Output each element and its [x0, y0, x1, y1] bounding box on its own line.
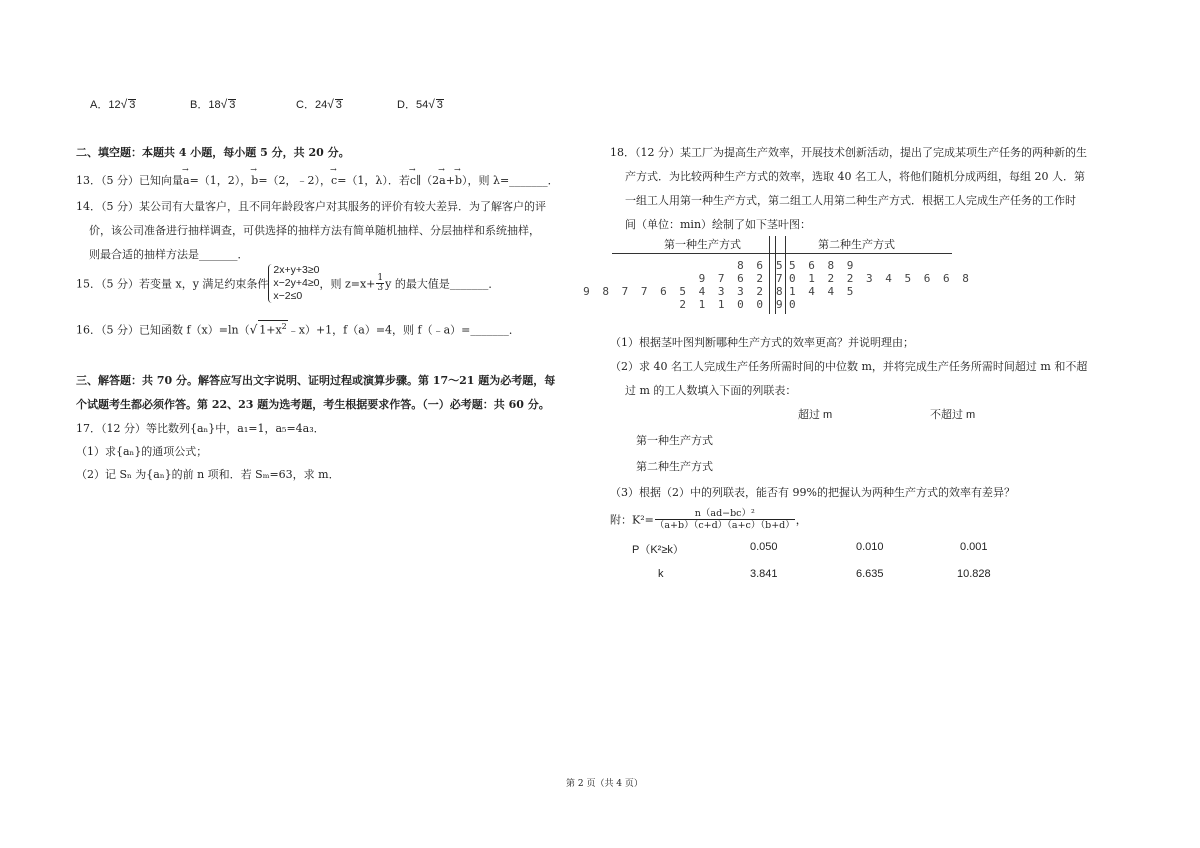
stem-divider-left — [769, 236, 770, 314]
right-header: 第二种生产方式 — [818, 238, 895, 251]
stem-row3: 8 — [776, 285, 786, 298]
sqrt-icon: √ — [428, 97, 435, 111]
formula-fraction — [655, 508, 795, 531]
choice-coef: 24 — [314, 99, 328, 111]
ptable-cell: 0.050 — [750, 541, 778, 553]
ptable-cell: 10.828 — [957, 568, 991, 580]
contingency-row2: 第二种生产方式 — [636, 460, 713, 473]
contingency-col1: 超过 m — [798, 409, 833, 421]
question-18-line1: 18．（12 分）某工厂为提高生产效率，开展技术创新活动，提出了完成某项生产任务的两种新的生 — [610, 146, 1087, 159]
choice-a — [90, 96, 136, 112]
ptable-cell: 0.001 — [960, 541, 988, 553]
question-15 — [76, 264, 499, 303]
choice-b — [190, 96, 236, 112]
stem-row4: 9 — [776, 298, 786, 311]
choice-letter: C． — [296, 99, 315, 111]
radicand — [258, 320, 288, 336]
page-footer: 第 2 页（共 4 页） — [566, 779, 643, 789]
question-14-line2: 价，该公司准备进行抽样调查，可供选择的抽样方法有简单随机抽样、分层抽样和系统抽样， — [89, 224, 540, 237]
leaf-right-row4: 0 — [789, 298, 799, 311]
denominator: 3 — [377, 283, 384, 293]
leaf-right-row2: 0 1 2 2 3 4 5 6 6 8 — [789, 272, 972, 285]
choice-d — [397, 96, 444, 112]
choice-c — [296, 96, 343, 112]
choice-coef: 12 — [108, 99, 121, 111]
vector-c: → c — [331, 174, 337, 187]
q13-text: 13．（5 分）已知向量 — [76, 174, 183, 187]
q16-text: 16．（5 分）已知函数 f（x）=ln（ — [76, 323, 250, 337]
constraint-2: x−2y+4≥0 — [273, 277, 320, 289]
section3-line1: 三、解答题：共 70 分。解答应写出文字说明、证明过程或演算步骤。第 17～21 题为必考题，每 — [76, 374, 556, 387]
section2-heading: 二、填空题：本题共 4 小题，每小题 5 分，共 20 分。 — [76, 146, 350, 159]
formula-denominator: （a+b）（c+d）（a+c）（b+d） — [654, 520, 795, 531]
question-18-part2b: 过 m 的工人数填入下面的列联表： — [625, 384, 797, 397]
contingency-row1: 第一种生产方式 — [636, 434, 713, 447]
choice-letter: A． — [90, 99, 109, 111]
sqrt-icon: √ — [120, 97, 128, 111]
q13-text: ），则 λ=_______． — [462, 174, 559, 187]
leaf-left-row2: 9 7 6 2 — [698, 272, 766, 285]
ptable-row1-label: P（K²≥k） — [632, 544, 684, 556]
vector-a: → a — [439, 174, 446, 187]
radicand: 3 — [335, 99, 342, 111]
q16-text: ﹣x）+1，f（a）=4，则 f（﹣a）=_______． — [287, 323, 520, 337]
leaf-left-row4: 2 1 1 0 0 — [679, 298, 766, 311]
sqrt-icon: √ — [220, 97, 228, 111]
leaf-left-row3: 9 8 7 7 6 5 4 3 3 2 — [583, 285, 766, 298]
q13-text: =（2，﹣2）， — [258, 174, 332, 187]
leaf-left-row1: 8 6 — [737, 259, 766, 272]
ptable-row2-label: k — [658, 568, 664, 580]
sqrt-icon: √ — [249, 322, 258, 337]
radicand: 3 — [129, 99, 136, 111]
q13-text: ∥（2 — [416, 174, 440, 187]
question-13 — [76, 172, 559, 188]
radicand: 3 — [436, 99, 443, 111]
question-18-line2: 产方式．为比较两种生产方式的效率，选取 40 名工人，将他们随机分成两组，每组 20 人．第 — [625, 170, 1085, 183]
question-18-line3: 一组工人用第一种生产方式，第二组工人用第二种生产方式．根据工人完成生产任务的工作时 — [625, 194, 1076, 207]
radicand-text: 1+x — [259, 323, 282, 337]
constraint-3: x−2≤0 — [273, 290, 303, 302]
exponent: 2 — [281, 322, 287, 331]
contingency-col2: 不超过 m — [930, 409, 976, 421]
stem-row2: 7 — [776, 272, 786, 285]
stem-row1: 5 — [776, 259, 786, 272]
formula-suffix: ， — [795, 513, 807, 527]
formula-numerator: n（ad−bc）² — [655, 508, 795, 520]
left-header: 第一种生产方式 — [664, 238, 741, 251]
leaf-right-row3: 1 4 4 5 — [789, 285, 857, 298]
question-14-line1: 14．（5 分）某公司有大量客户，且不同年龄段客户对其服务的评价有较大差异．为了解客户的评 — [76, 200, 546, 213]
fraction — [376, 274, 384, 293]
question-18-part3: （3）根据（2）中的列联表，能否有 99%的把握认为两种生产方式的效率有差异？ — [610, 486, 1015, 499]
sqrt-icon: √ — [327, 97, 334, 111]
choice-letter: B． — [190, 99, 209, 111]
question-14-line3: 则最合适的抽样方法是_______． — [89, 248, 249, 261]
question-18-part1: （1）根据茎叶图判断哪种生产方式的效率更高？并说明理由； — [610, 336, 914, 349]
question-17: 17．（12 分）等比数列{aₙ}中，a₁=1，a₅=4a₃． — [76, 422, 325, 435]
question-16 — [76, 320, 520, 338]
question-18-part2a: （2）求 40 名工人完成生产任务所需时间的中位数 m，并将完成生产任务所需时间超过 m 和不超 — [610, 360, 1088, 373]
constraint-1: 2x+y+3≥0 — [273, 264, 320, 276]
choice-letter: D． — [397, 99, 416, 111]
question-17-part1: （1）求{aₙ}的通项公式； — [76, 445, 208, 458]
vector-a: → a — [183, 174, 190, 187]
vector-c: → c — [410, 174, 416, 187]
k2-formula — [610, 508, 807, 531]
radicand: 3 — [229, 99, 236, 111]
leaf-right-row1: 5 6 8 9 — [789, 259, 857, 272]
q15-text: ，则 z=x+ — [319, 277, 376, 291]
numerator: 1 — [377, 273, 384, 283]
choice-coef: 18 — [208, 99, 221, 111]
ptable-cell: 6.635 — [856, 568, 884, 580]
ptable-cell: 3.841 — [750, 568, 778, 580]
question-18-line4: 间（单位：min）绘制了如下茎叶图： — [625, 218, 812, 231]
constraint-system — [268, 264, 319, 303]
ptable-cell: 0.010 — [856, 541, 884, 553]
header-rule — [612, 253, 952, 254]
formula-prefix: 附：K²= — [610, 513, 654, 527]
q15-text: y 的最大值是_______． — [385, 277, 500, 291]
q13-text: =（1，λ）．若 — [337, 174, 410, 187]
section3-line2: 个试题考生都必须作答。第 22、23 题为选考题，考生根据要求作答。（一）必考题：共 60 分。 — [76, 398, 550, 411]
q15-text: 15．（5 分）若变量 x，y 满足约束条件 — [76, 277, 269, 291]
question-17-part2: （2）记 Sₙ 为{aₙ}的前 n 项和．若 Sₘ=63，求 m． — [76, 468, 340, 481]
vector-b: → b — [455, 174, 462, 187]
q13-text: + — [445, 174, 455, 187]
choice-coef: 54 — [415, 99, 429, 111]
vector-b: → b — [251, 174, 258, 187]
q13-text: =（1，2）， — [189, 174, 252, 187]
